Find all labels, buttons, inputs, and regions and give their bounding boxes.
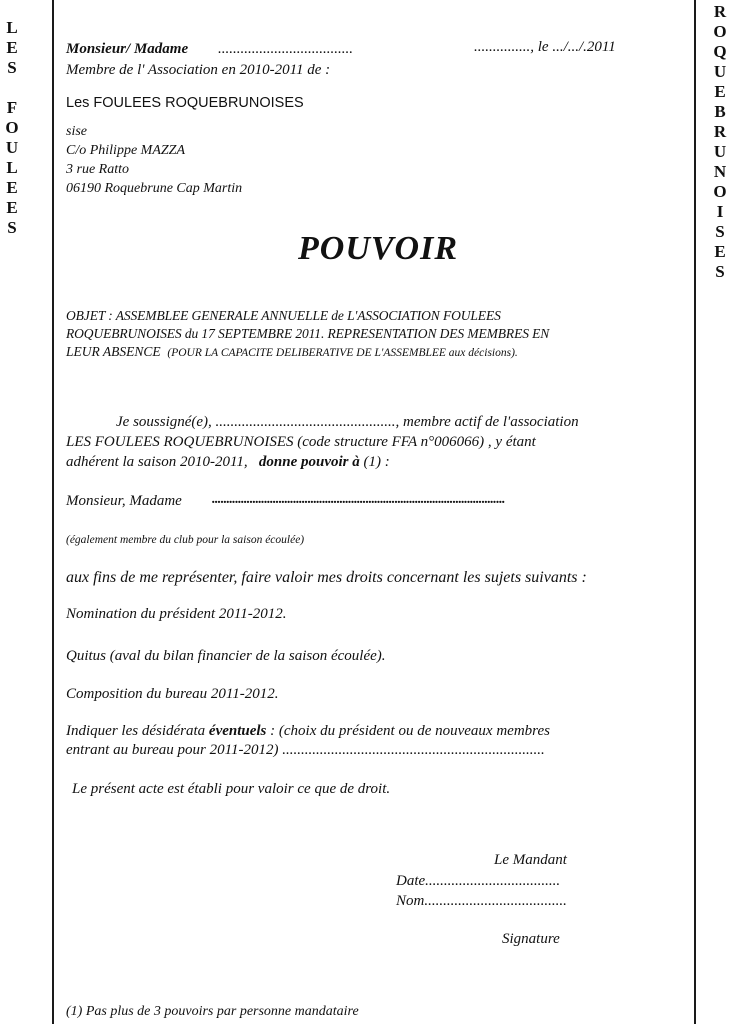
- address-line: 3 rue Ratto: [66, 162, 129, 177]
- right-letter: U: [713, 62, 727, 81]
- right-letter: R: [713, 2, 727, 21]
- subject-item: Composition du bureau 2011-2012.: [66, 686, 279, 702]
- address-line: 06190 Roquebrune Cap Martin: [66, 181, 243, 196]
- right-side-vertical-text: [706, 2, 734, 282]
- left-letter: L: [6, 158, 18, 177]
- right-letter: O: [713, 182, 727, 201]
- proxy-dots: .....................................................................................................: [212, 492, 505, 507]
- address-line: C/o Philippe MAZZA: [66, 143, 185, 158]
- right-letter: I: [716, 202, 724, 221]
- wishes-intro: Indiquer les désidérata: [66, 723, 206, 739]
- right-letter: E: [714, 82, 726, 101]
- left-side-vertical-text: [0, 18, 24, 238]
- address-line: sise: [66, 124, 87, 139]
- objet-line: ROQUEBRUNOISES du 17 SEPTEMBRE 2011. REPRESENTATION DES MEMBRES EN: [66, 326, 550, 341]
- declaration-line: Je soussigné(e), ................................................, membre actif de l'association: [116, 414, 579, 430]
- proxy-label: Monsieur, Madame: [66, 493, 182, 509]
- declaration-line: LES FOULEES ROQUEBRUNOISES (code structure FFA n°006066) , y étant: [66, 434, 536, 450]
- objet-capacite: (POUR LA CAPACITE DELIBERATIVE DE L'ASSEMBLEE aux décisions).: [167, 347, 518, 359]
- right-letter: N: [713, 162, 727, 181]
- left-letter: E: [6, 198, 18, 217]
- left-letter: U: [5, 138, 19, 157]
- right-letter: B: [714, 102, 726, 121]
- subject-item: Quitus (aval du bilan financier de la saison écoulée).: [66, 648, 386, 664]
- objet-line: OBJET : ASSEMBLEE GENERALE ANNUELLE de L'ASSOCIATION FOULEES: [66, 308, 501, 323]
- wishes-line: [66, 722, 550, 741]
- closing-statement: Le présent acte est établi pour valoir ce que de droit.: [72, 781, 391, 797]
- salutation-dots: ....................................: [218, 41, 353, 57]
- wishes-line: entrant au bureau pour 2011-2012) ......................................................................: [66, 742, 545, 758]
- right-letter: R: [713, 122, 727, 141]
- objet-absence: LEUR ABSENCE: [66, 344, 161, 359]
- signature-date-field: Date....................................: [396, 873, 561, 889]
- purpose-line: aux fins de me représenter, faire valoir mes droits concernant les sujets suivants :: [66, 569, 587, 586]
- left-letter: O: [5, 118, 19, 137]
- subject-item: Nomination du président 2011-2012.: [66, 606, 287, 622]
- objet-line: [66, 342, 518, 363]
- document-title: POUVOIR: [298, 230, 459, 267]
- declaration-adherent: adhérent la saison 2010-2011,: [66, 454, 248, 470]
- left-border-line: [52, 0, 54, 1024]
- right-letter: Q: [713, 42, 727, 61]
- wishes-choice: : (choix du président ou de nouveaux membres: [270, 723, 550, 739]
- signature-name-field: Nom......................................: [396, 893, 567, 909]
- footnote: (1) Pas plus de 3 pouvoirs par personne mandataire: [66, 1004, 359, 1019]
- right-letter: S: [715, 262, 725, 281]
- right-letter: O: [713, 22, 727, 41]
- left-letter: L: [6, 18, 18, 37]
- wishes-eventuels: éventuels: [208, 723, 267, 739]
- right-border-line: [694, 0, 696, 1024]
- association-name: Les FOULEES ROQUEBRUNOISES: [66, 95, 304, 111]
- date-line: ..............., le .../.../.2011: [474, 39, 616, 55]
- declaration-footnote-ref: (1) :: [363, 454, 390, 470]
- left-letter: F: [6, 98, 18, 117]
- declaration-line: [66, 453, 390, 472]
- left-letter: S: [7, 218, 17, 237]
- right-letter: E: [714, 242, 726, 261]
- declaration-donne-pouvoir: donne pouvoir à: [258, 454, 360, 470]
- salutation: Monsieur/ Madame: [66, 41, 189, 57]
- mandant-label: Le Mandant: [494, 852, 567, 868]
- right-letter: S: [715, 222, 725, 241]
- member-line: Membre de l' Association en 2010-2011 de :: [66, 62, 331, 78]
- right-letter: U: [713, 142, 727, 161]
- proxy-note: (également membre du club pour la saison écoulée): [66, 534, 305, 546]
- left-letter: E: [6, 38, 18, 57]
- left-letter: E: [6, 178, 18, 197]
- left-letter: S: [7, 58, 17, 77]
- signature-label: Signature: [502, 931, 560, 947]
